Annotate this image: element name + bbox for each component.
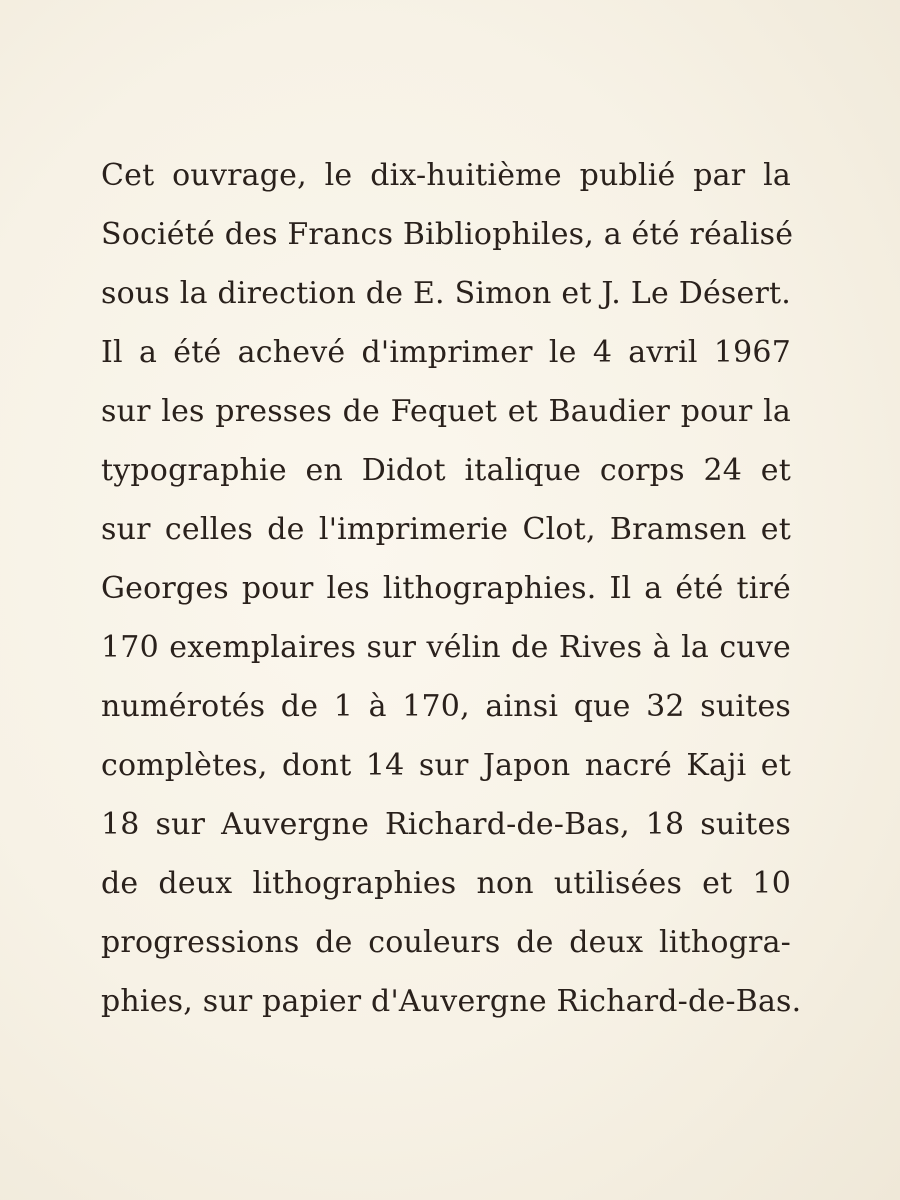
- colophon-line: Cet ouvrage, le dix-huitième publié par la: [101, 158, 791, 193]
- colophon-line: Société des Francs Bibliophiles, a été réalisé: [101, 217, 794, 252]
- colophon-line: Georges pour les lithographies. Il a été tiré: [101, 571, 791, 606]
- colophon-line: phies, sur papier d'Auvergne Richard-de-Bas.: [101, 984, 802, 1019]
- colophon-line: sur les presses de Fequet et Baudier pour la: [101, 394, 791, 429]
- colophon-line: 170 exemplaires sur vélin de Rives à la cuve: [101, 630, 791, 665]
- colophon-line: typographie en Didot italique corps 24 et: [101, 453, 791, 488]
- colophon-line: sur celles de l'imprimerie Clot, Bramsen et: [101, 512, 791, 547]
- colophon-text: [101, 146, 802, 1031]
- colophon-line: complètes, dont 14 sur Japon nacré Kaji et: [101, 748, 791, 783]
- colophon-line: progressions de couleurs de deux lithogra-: [101, 925, 791, 960]
- colophon-line: numérotés de 1 à 170, ainsi que 32 suites: [101, 689, 791, 724]
- colophon-line: 18 sur Auvergne Richard-de-Bas, 18 suites: [101, 807, 791, 842]
- colophon-line: sous la direction de E. Simon et J. Le Désert.: [101, 276, 791, 311]
- colophon-line: Il a été achevé d'imprimer le 4 avril 1967: [101, 335, 791, 370]
- colophon-line: de deux lithographies non utilisées et 10: [101, 866, 791, 901]
